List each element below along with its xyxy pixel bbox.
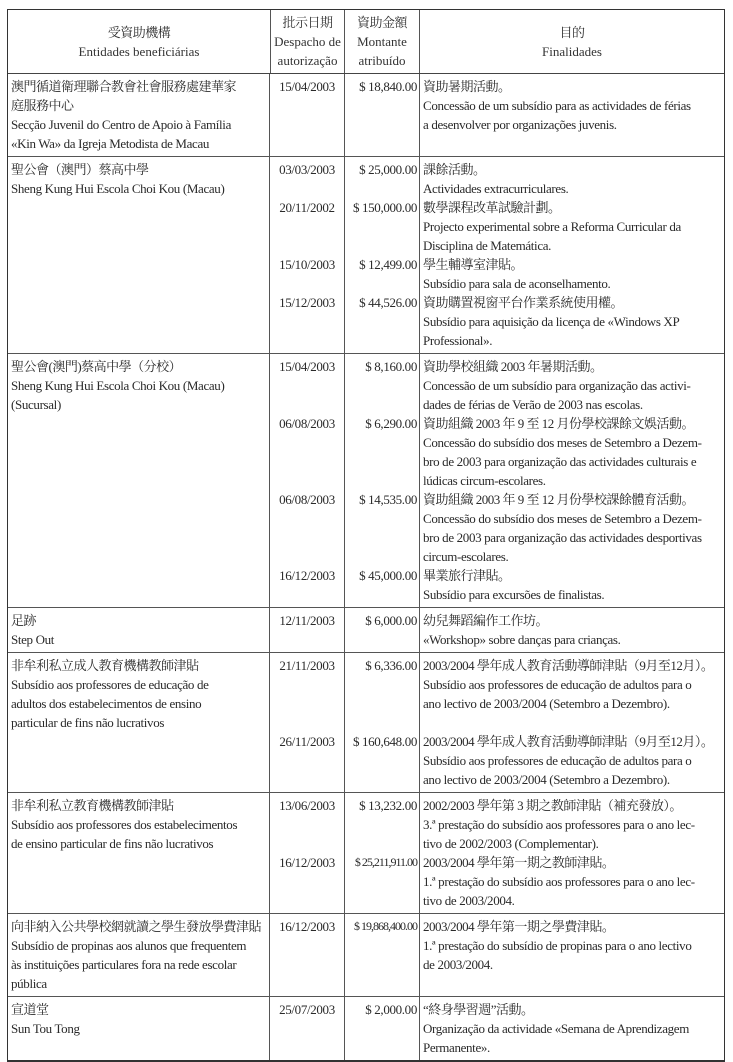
grant-date: 25/07/2003 [279, 1002, 335, 1017]
purpose-line: 2003/2004 學年第一期之教師津貼。 [423, 855, 615, 870]
grant-date: 06/08/2003 [279, 416, 335, 431]
grant-entry [270, 414, 724, 490]
purpose-line: tivo de 2003/2004. [423, 893, 515, 908]
grant-date: 06/08/2003 [279, 492, 335, 507]
table-row [8, 793, 724, 914]
grant-amount: $ 12,499.00 [359, 257, 417, 272]
purpose-line: Organização da actividade «Semana de Aprendizagem [423, 1021, 689, 1036]
grants-cell [270, 914, 724, 996]
purpose-line: 3.ª prestação do subsídio aos professores para o ano lec- [423, 817, 695, 832]
header-date-pt-1: Despacho de [274, 34, 341, 49]
table-header [8, 10, 724, 74]
grant-purpose [419, 77, 724, 134]
entity-line: 宣道堂 [11, 1002, 49, 1017]
grant-entry [270, 77, 724, 134]
grant-amount: $ 2,000.00 [365, 1002, 417, 1017]
purpose-line: Concessão do subsídio dos meses de Setembro a Dezem- [423, 511, 702, 526]
entity-line: às instituições particulares fora na rede escolar [11, 957, 237, 972]
table-row [8, 914, 724, 997]
purpose-line: Subsídio para aquisição da licença de «Windows XP [423, 314, 680, 329]
grant-date: 21/11/2003 [279, 658, 335, 673]
purpose-line: Concessão de um subsídio para as actividades de férias [423, 98, 691, 113]
grant-amount: $ 6,336.00 [365, 658, 417, 673]
header-entity [8, 10, 270, 73]
purpose-line: de 2003/2004. [423, 957, 493, 972]
header-purpose [419, 10, 724, 73]
header-amount-cn: 資助金額 [356, 15, 407, 30]
header-entity-pt: Entidades beneficiárias [78, 43, 200, 59]
purpose-line: Professional». [423, 333, 493, 348]
purpose-line: 資助組織 2003 年 9 至 12 月份學校課餘體育活動。 [423, 492, 695, 507]
entity-line: particular de fins não lucrativos [11, 715, 165, 730]
grant-amount: $ 18,840.00 [359, 79, 417, 94]
grant-date: 15/10/2003 [279, 257, 335, 272]
table-row [8, 653, 724, 793]
grant-amount: $ 6,000.00 [365, 613, 417, 628]
purpose-line: ano lectivo de 2003/2004 (Setembro a Dezembro). [423, 772, 670, 787]
grant-purpose [419, 656, 724, 713]
grant-date: 15/04/2003 [279, 79, 335, 94]
header-purpose-pt: Finalidades [542, 43, 602, 59]
purpose-line: circum-escolares. [423, 549, 509, 564]
grants-cell [270, 793, 724, 913]
purpose-line: bro de 2003 para organização das actividades desportivas [423, 530, 702, 545]
grant-purpose [419, 853, 724, 910]
purpose-line: 2002/2003 學年第 3 期之教師津貼（補充發放）。 [423, 798, 682, 813]
grant-entry [270, 160, 724, 198]
grant-amount: $ 19,868,400.00 [354, 919, 417, 933]
entity-cell [8, 914, 270, 996]
grants-cell [270, 608, 724, 652]
grant-purpose [419, 917, 724, 974]
grant-entry [270, 490, 724, 566]
grant-date: 13/06/2003 [279, 798, 335, 813]
header-amount-pt-1: Montante [357, 34, 407, 49]
table-body [8, 74, 724, 1060]
header-amount-pt-2: atribuído [358, 53, 406, 68]
header-date [270, 10, 344, 73]
entity-line: Subsídio aos professores de educação de [11, 677, 209, 692]
purpose-line: Subsídio para excursões de finalistas. [423, 587, 605, 602]
purpose-line: 資助暑期活動。 [423, 79, 511, 94]
entity-line: Subsídio de propinas aos alunos que frequentem [11, 938, 247, 953]
grant-amount: $ 14,535.00 [359, 492, 417, 507]
entity-line: Subsídio aos professores dos estabelecimentos [11, 817, 238, 832]
grant-entry [270, 853, 724, 910]
grant-entry [270, 732, 724, 789]
entity-line: 聖公會(澳門)蔡高中學（分校） [11, 359, 182, 374]
purpose-line: lúdicas circum-escolares. [423, 473, 546, 488]
grant-amount: $ 13,232.00 [359, 798, 417, 813]
grant-entry [270, 1000, 724, 1057]
purpose-line: Actividades extracurriculares. [423, 181, 569, 196]
purpose-line: 幼兒舞蹈編作工作坊。 [423, 613, 549, 628]
entity-line: Sheng Kung Hui Escola Choi Kou (Macau) [11, 181, 225, 196]
purpose-line: Concessão de um subsídio para organização das activi- [423, 378, 691, 393]
purpose-line: 1.ª prestação do subsídio aos professores para o ano lec- [423, 874, 695, 889]
purpose-line: 2003/2004 學年成人教育活動導師津貼（9月至12月）。 [423, 734, 714, 749]
grant-amount: $ 25,000.00 [359, 162, 417, 177]
entity-line: 足跡 [11, 613, 37, 628]
grant-purpose [419, 414, 724, 490]
grant-purpose [419, 732, 724, 789]
purpose-line: 2003/2004 學年成人教育活動導師津貼（9月至12月）。 [423, 658, 714, 673]
purpose-line: 畢業旅行津貼。 [423, 568, 511, 583]
grant-amount: $ 8,160.00 [365, 359, 417, 374]
grant-purpose [419, 255, 724, 293]
table-row [8, 157, 724, 354]
purpose-line: dades de férias de Verão de 2003 nas escolas. [423, 397, 643, 412]
entity-line: Sun Tou Tong [11, 1021, 80, 1036]
header-date-pt-2: autorização [277, 53, 338, 68]
purpose-line: Disciplina de Matemática. [423, 238, 552, 253]
purpose-line: Permanente». [423, 1040, 490, 1055]
entity-line: 非牟利私立成人教育機構教師津貼 [11, 658, 199, 673]
table-row [8, 997, 724, 1060]
grant-amount: $ 44,526.00 [359, 295, 417, 310]
purpose-line: Concessão do subsídio dos meses de Setembro a Dezem- [423, 435, 702, 450]
purpose-line: tivo de 2002/2003 (Complementar). [423, 836, 599, 851]
purpose-line: Subsídio para sala de aconselhamento. [423, 276, 611, 291]
grant-purpose [419, 357, 724, 414]
grant-entry [270, 255, 724, 293]
purpose-line: ano lectivo de 2003/2004 (Setembro a Dezembro). [423, 696, 670, 711]
subsidy-table [7, 9, 725, 1062]
purpose-line: 學生輔導室津貼。 [423, 257, 524, 272]
purpose-line: 資助組織 2003 年 9 至 12 月份學校課餘文娛活動。 [423, 416, 695, 431]
header-amount [344, 10, 419, 73]
purpose-line: “終身學習週”活動。 [423, 1002, 534, 1017]
header-date-cn: 批示日期 [282, 15, 333, 30]
grants-cell [270, 653, 724, 792]
purpose-line: 課餘活動。 [423, 162, 486, 177]
grant-date: 12/11/2003 [279, 613, 335, 628]
grants-cell [270, 74, 724, 156]
purpose-line: «Workshop» sobre danças para crianças. [423, 632, 621, 647]
entity-line: Secção Juvenil do Centro de Apoio à Família [11, 117, 231, 132]
purpose-line: 資助學校組織 2003 年暑期活動。 [423, 359, 603, 374]
grants-cell [270, 997, 724, 1060]
entity-cell [8, 997, 270, 1060]
grant-date: 16/12/2003 [279, 855, 335, 870]
grant-date: 15/12/2003 [279, 295, 335, 310]
grant-purpose [419, 490, 724, 566]
entity-line: 聖公會（澳門）蔡高中學 [11, 162, 149, 177]
grant-entry [270, 611, 724, 649]
grant-purpose [419, 796, 724, 853]
purpose-line: 資助購置視窗平台作業系統使用權。 [423, 295, 624, 310]
entity-line: 庭服務中心 [11, 98, 74, 113]
grant-date: 20/11/2002 [279, 200, 335, 215]
entity-line: pública [11, 976, 47, 991]
entity-cell [8, 653, 270, 792]
purpose-line: 2003/2004 學年第一期之學費津貼。 [423, 919, 615, 934]
entity-line: 向非納入公共學校網就讀之學生發放學費津貼 [11, 919, 262, 934]
entity-line: de ensino particular de fins não lucrativos [11, 836, 214, 851]
grant-date: 26/11/2003 [279, 734, 335, 749]
grant-amount: $ 160,648.00 [352, 734, 417, 749]
entity-cell [8, 608, 270, 652]
grant-entry [270, 566, 724, 604]
entity-line: Step Out [11, 632, 55, 647]
grant-entry [270, 198, 724, 255]
entity-line: Sheng Kung Hui Escola Choi Kou (Macau) [11, 378, 225, 393]
entity-cell [8, 354, 270, 607]
grant-purpose [419, 1000, 724, 1057]
grant-amount: $ 6,290.00 [365, 416, 417, 431]
purpose-line: a desenvolver por organizações juvenis. [423, 117, 617, 132]
grant-entry [270, 917, 724, 974]
purpose-line: Projecto experimental sobre a Reforma Curricular da [423, 219, 681, 234]
grant-purpose [419, 611, 724, 649]
grant-purpose [419, 293, 724, 350]
grants-cell [270, 354, 724, 607]
header-purpose-cn: 目的 [559, 24, 585, 40]
grant-date: 16/12/2003 [279, 919, 335, 934]
entity-cell [8, 157, 270, 353]
table-row [8, 354, 724, 608]
purpose-line: bro de 2003 para organização das actividades culturais e [423, 454, 697, 469]
table-row [8, 74, 724, 157]
grant-entry [270, 796, 724, 853]
grant-entry [270, 293, 724, 350]
grant-entry [270, 656, 724, 713]
table-row [8, 608, 724, 653]
grant-date: 15/04/2003 [279, 359, 335, 374]
grant-amount: $ 25,211,911.00 [354, 855, 417, 869]
purpose-line: Subsídio aos professores de educação de adultos para o [423, 753, 692, 768]
grant-purpose [419, 160, 724, 198]
purpose-line: 數學課程改革試驗計劃。 [423, 200, 561, 215]
entity-line: adultos dos estabelecimentos de ensino [11, 696, 202, 711]
grant-amount: $ 45,000.00 [359, 568, 417, 583]
grant-entry [270, 357, 724, 414]
grant-date: 03/03/2003 [279, 162, 335, 177]
entity-line: «Kin Wa» da Igreja Metodista de Macau [11, 136, 210, 151]
entity-cell [8, 793, 270, 913]
grant-date: 16/12/2003 [279, 568, 335, 583]
grant-purpose [419, 198, 724, 255]
grants-cell [270, 157, 724, 353]
entity-line: (Sucursal) [11, 397, 61, 412]
entity-cell [8, 74, 270, 156]
purpose-line: Subsídio aos professores de educação de adultos para o [423, 677, 692, 692]
entity-line: 澳門循道衛理聯合教會社會服務處建華家 [11, 79, 237, 94]
purpose-line: 1.ª prestação do subsídio de propinas para o ano lectivo [423, 938, 692, 953]
entity-line: 非牟利私立教育機構教師津貼 [11, 798, 174, 813]
header-entity-cn: 受資助機構 [107, 24, 171, 40]
grant-amount: $ 150,000.00 [352, 200, 417, 215]
grant-purpose [419, 566, 724, 604]
